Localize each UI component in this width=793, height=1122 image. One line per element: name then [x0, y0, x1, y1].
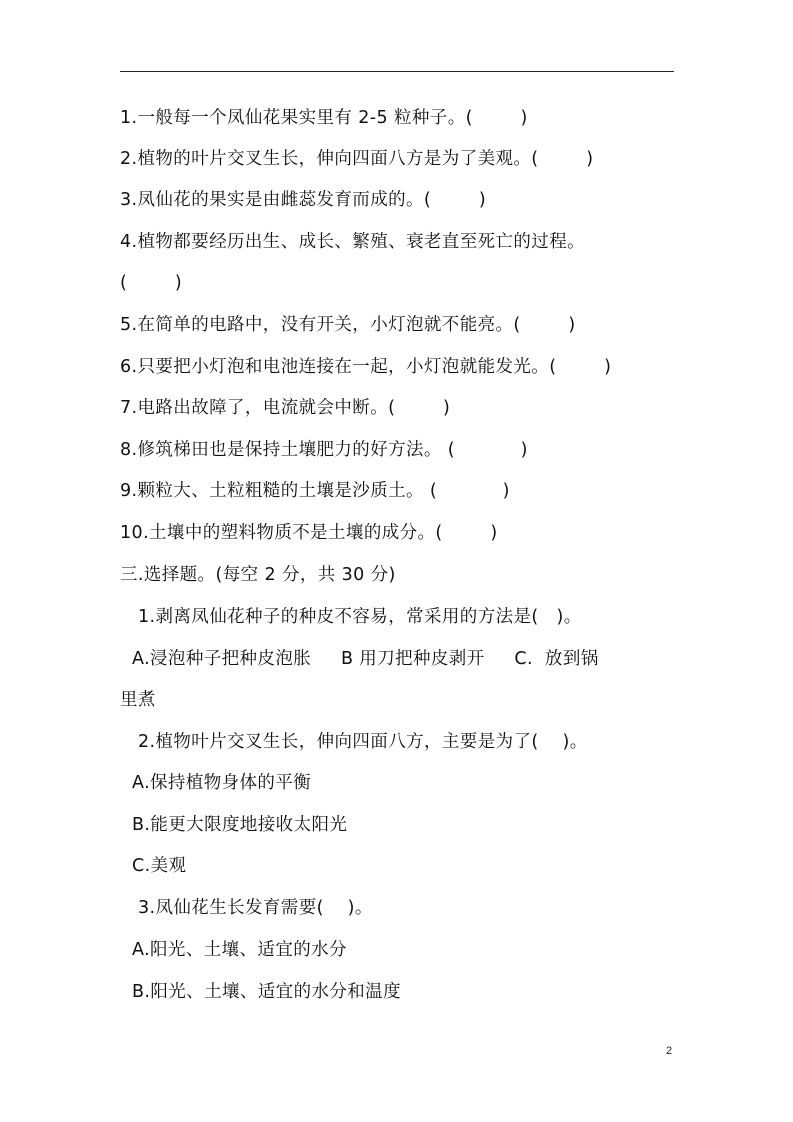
judgement-item-4-bracket: ( ) [120, 273, 183, 293]
judgement-item-3: 3.凤仙花的果实是由雌蕊发育而成的。( ) [120, 190, 487, 210]
judgement-item-4: 4.植物都要经历出生、成长、繁殖、衰老直至死亡的过程。 [120, 232, 585, 252]
choice-q2-stem: 2.植物叶片交叉生长，伸向四面八方，主要是为了( )。 [138, 732, 588, 752]
choice-q3-stem: 3.凤仙花生长发育需要( )。 [138, 898, 373, 918]
judgement-item-7: 7.电路出故障了，电流就会中断。( ) [120, 398, 451, 418]
header-rule [120, 71, 674, 72]
choice-q3-option-b: B.阳光、土壤、适宜的水分和温度 [132, 982, 401, 1002]
judgement-item-6: 6.只要把小灯泡和电池连接在一起，小灯泡就能发光。( ) [120, 357, 612, 377]
choice-q1-stem: 1.剥离凤仙花种子的种皮不容易，常采用的方法是( )。 [138, 607, 582, 627]
choice-section-heading: 三.选择题。(每空 2 分，共 30 分) [120, 565, 396, 585]
judgement-item-9: 9.颗粒大、土粒粗糙的土壤是沙质土。 ( ) [120, 481, 510, 501]
page-number: 2 [666, 1045, 673, 1057]
judgement-item-2: 2.植物的叶片交叉生长，伸向四面八方是为了美观。( ) [120, 149, 594, 169]
choice-q1-options: A.浸泡种子把种皮泡胀 B 用刀把种皮剥开 C. 放到锅 [132, 649, 599, 669]
judgement-item-10: 10.土壤中的塑料物质不是土壤的成分。( ) [120, 523, 498, 543]
judgement-item-5: 5.在简单的电路中，没有开关，小灯泡就不能亮。( ) [120, 315, 576, 335]
choice-q2-option-c: C.美观 [132, 856, 187, 876]
choice-q1-options-wrap: 里煮 [120, 690, 156, 710]
choice-q2-option-a: A.保持植物身体的平衡 [132, 773, 312, 793]
judgement-item-8: 8.修筑梯田也是保持土壤肥力的好方法。 ( ) [120, 440, 528, 460]
choice-q2-option-b: B.能更大限度地接收太阳光 [132, 815, 348, 835]
judgement-item-1: 1.一般每一个凤仙花果实里有 2-5 粒种子。( ) [120, 108, 528, 128]
choice-q3-option-a: A.阳光、土壤、适宜的水分 [132, 940, 347, 960]
